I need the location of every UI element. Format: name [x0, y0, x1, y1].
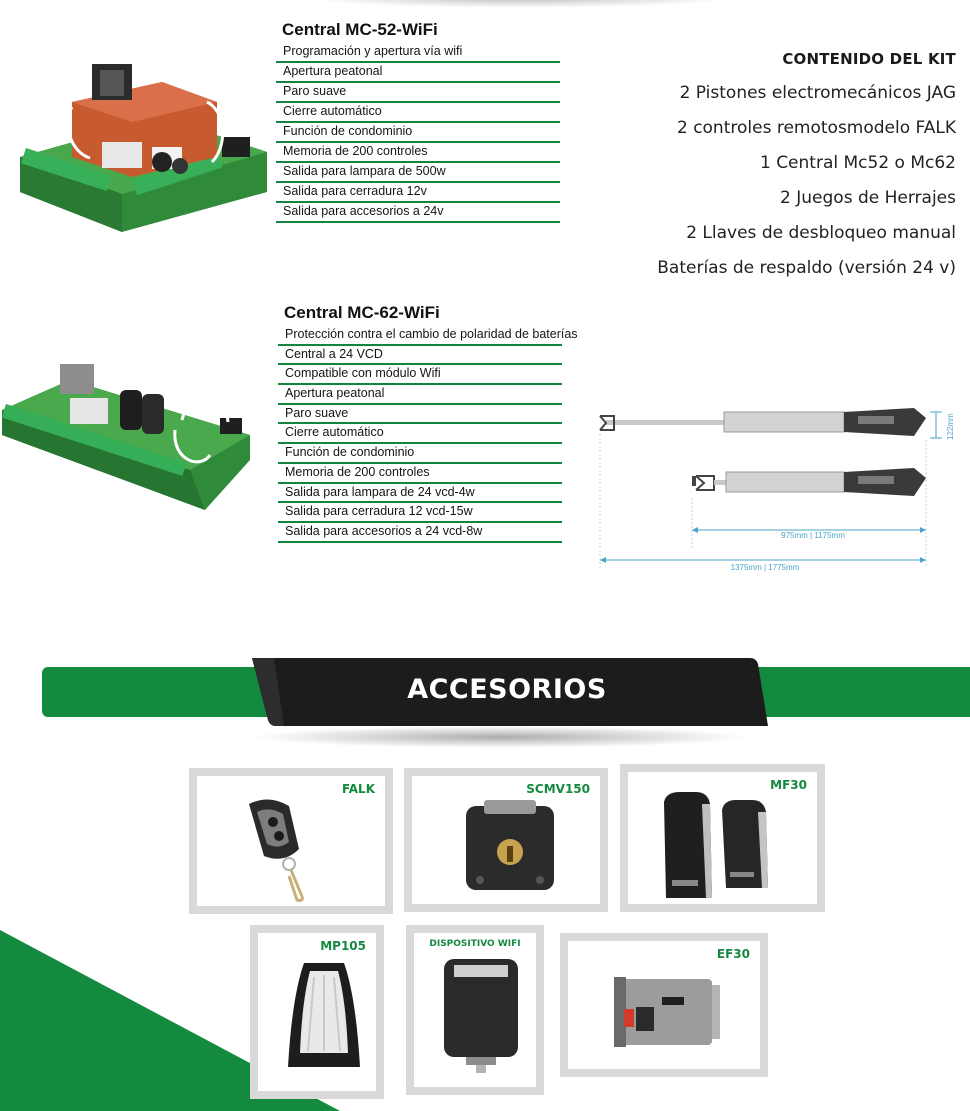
dimension-height-label: 122mm — [946, 413, 955, 440]
spec-row: Paro suave — [276, 83, 560, 103]
banner-shadow — [250, 726, 750, 748]
accessory-card-mp105[interactable] — [250, 925, 384, 1099]
electric-lock-icon — [612, 971, 722, 1055]
spec-row: Salida para accesorios a 24v — [276, 203, 560, 223]
spec-row: Salida para accesorios a 24 vcd-8w — [278, 523, 562, 543]
dimension-total-length-label: 1375mm | 1775mm — [730, 563, 800, 572]
warning-lamp-icon — [284, 957, 364, 1077]
spec-row: Programación y apertura vía wifi — [276, 43, 560, 63]
top-shadow — [300, 0, 740, 8]
accessory-label: DISPOSITIVO WIFI — [429, 939, 521, 949]
spec-row: Paro suave — [278, 405, 562, 425]
spec-row: Cierre automático — [278, 424, 562, 444]
accessory-label: SCMV150 — [526, 782, 590, 796]
spec-row: Salida para cerradura 12v — [276, 183, 560, 203]
central-mc52-board-image — [12, 62, 274, 232]
accessory-card-falk[interactable] — [189, 768, 393, 914]
accessory-label: FALK — [341, 782, 375, 796]
wifi-module-icon — [436, 955, 526, 1075]
photocell-sensor-icon — [656, 788, 776, 906]
key-switch-icon — [462, 798, 558, 896]
spec-row: Memoria de 200 controles — [276, 143, 560, 163]
spec-row: Apertura peatonal — [278, 385, 562, 405]
kit-item: 2 Llaves de desbloqueo manual — [686, 223, 956, 243]
accessories-title: ACCESORIOS — [407, 674, 607, 705]
spec-row: Función de condominio — [276, 123, 560, 143]
accessory-card-dispositivo-wifi[interactable] — [406, 925, 544, 1095]
central-mc52-spec-list — [276, 20, 560, 223]
accessory-label: MF30 — [770, 778, 807, 792]
central-mc52-title: Central MC-52-WiFi — [282, 20, 438, 39]
accessory-label: MP105 — [320, 939, 366, 953]
spec-row: Salida para lampara de 24 vcd-4w — [278, 484, 562, 504]
spec-row: Protección contra el cambio de polaridad de baterías — [278, 326, 562, 346]
kit-item: Baterías de respaldo (versión 24 v) — [657, 258, 956, 278]
kit-item: 2 Juegos de Herrajes — [780, 188, 956, 208]
central-mc62-title: Central MC-62-WiFi — [284, 303, 440, 322]
piston-dimension-diagram — [596, 400, 968, 580]
accessory-card-scmv150[interactable] — [404, 768, 608, 912]
spec-row: Cierre automático — [276, 103, 560, 123]
spec-row: Central a 24 VCD — [278, 346, 562, 366]
central-mc62-board-image — [0, 360, 272, 520]
spec-row: Compatible con módulo Wifi — [278, 365, 562, 385]
dimension-short-length-label: 975mm | 1175mm — [781, 531, 845, 540]
accessory-label: EF30 — [716, 947, 750, 961]
spec-row: Salida para lampara de 500w — [276, 163, 560, 183]
central-mc62-spec-list — [278, 303, 578, 543]
spec-row: Apertura peatonal — [276, 63, 560, 83]
kit-item: 1 Central Mc52 o Mc62 — [759, 153, 956, 173]
kit-title: CONTENIDO DEL KIT — [782, 50, 956, 68]
remote-control-icon — [239, 794, 319, 904]
spec-row: Función de condominio — [278, 444, 562, 464]
kit-contents — [657, 50, 956, 286]
accessory-card-mf30[interactable] — [620, 764, 825, 912]
kit-item: 2 Pistones electromecánicos JAG — [679, 83, 956, 103]
spec-row: Salida para cerradura 12 vcd-15w — [278, 503, 562, 523]
kit-item: 2 controles remotosmodelo FALK — [676, 118, 956, 138]
accessory-card-ef30[interactable] — [560, 933, 768, 1077]
spec-row: Memoria de 200 controles — [278, 464, 562, 484]
